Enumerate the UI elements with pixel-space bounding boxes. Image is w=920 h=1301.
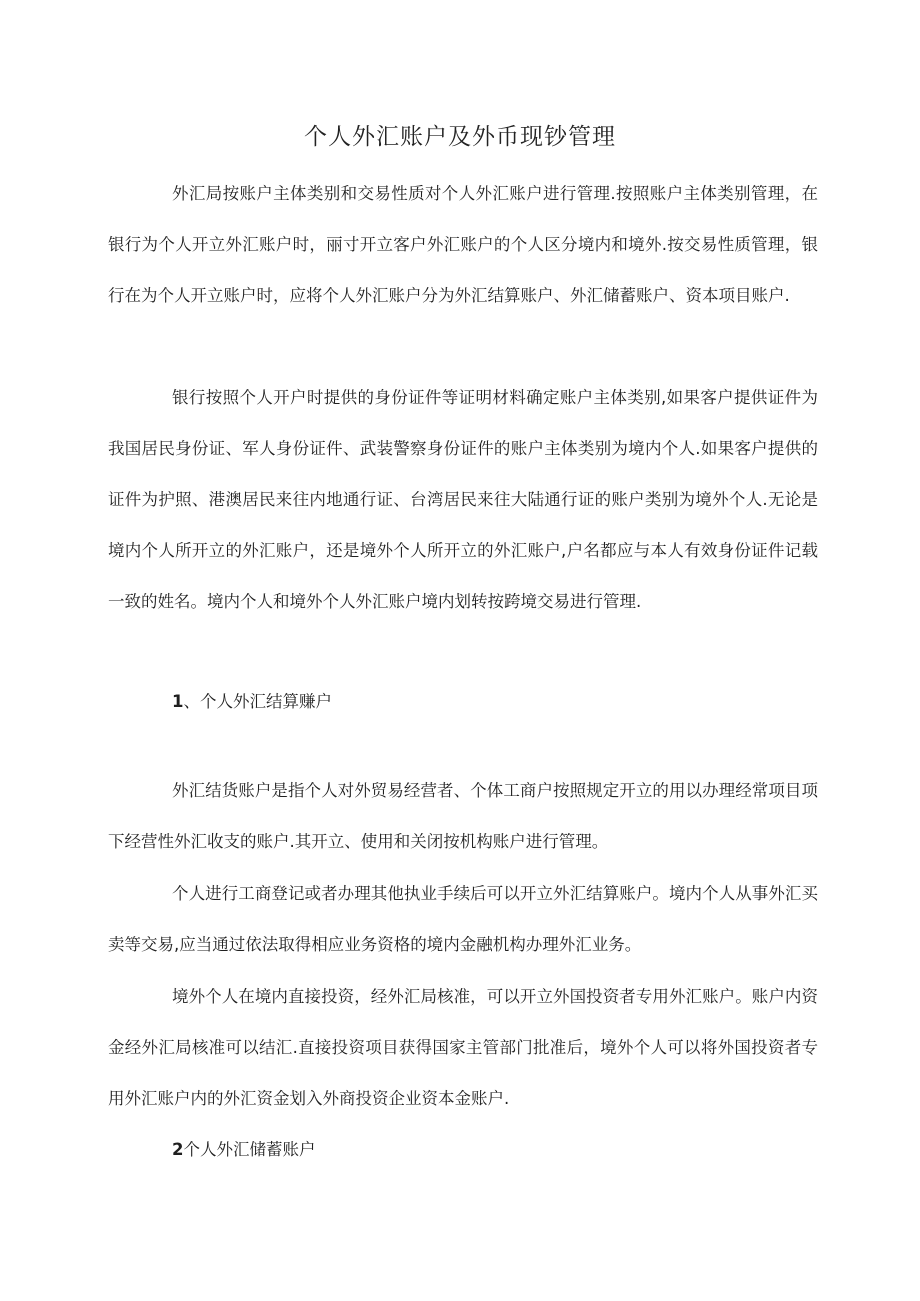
paragraph-settlement-opening: 个人进行工商登记或者办理其他执业手续后可以开立外汇结算账户。境内个人从事外汇买卖等交易,应当通过依法取得相应业务资格的境内金融机构办理外汇业务。 <box>108 884 818 954</box>
section-heading-settlement-account <box>172 687 332 717</box>
section-number: 2 <box>172 1140 184 1159</box>
paragraph-account-subject: 银行按照个人开户时提供的身份证件等证明材料确定账户主体类别,如果客户提供证件为我国居民身份证、军人身份证件、武装警察身份证件的账户主体类别为境内个人.如果客户提供的证件为护照、港澳居民来往内地通行证、台湾居民来往大陆通行证的账户类别为境外个人.无论是境内个人所开立的外汇账户，还是境外个人所开立的外汇账户,户名都应与本人有效身份证件记载一致的姓名。境内个人和境外个人外汇账户境内划转按跨境交易进行管理. <box>108 388 818 611</box>
section-title: 个人外汇储蓄账户 <box>183 1140 316 1159</box>
section-heading-savings-account <box>172 1135 315 1165</box>
page-title: 个人外汇账户及外币现钞管理 <box>304 124 616 150</box>
paragraph-settlement-definition: 外汇结货账户是指个人对外贸易经营者、个体工商户按照规定开立的用以办理经常项目项下经营性外汇收支的账户.其开立、使用和关闭按机构账户进行管理。 <box>108 781 818 851</box>
section-title: 、个人外汇结算赚户 <box>183 692 332 711</box>
section-number: 1 <box>172 692 184 711</box>
paragraph-foreign-investor-account: 境外个人在境内直接投资，经外汇局核准，可以开立外国投资者专用外汇账户。账户内资金经外汇局核准可以结汇.直接投资项目获得国家主管部门批准后，境外个人可以将外国投资者专用外汇账户内的外汇资金划入外商投资企业资本金账户. <box>108 987 818 1108</box>
paragraph-account-classification: 外汇局按账户主体类别和交易性质对个人外汇账户进行管理.按照账户主体类别管理，在银行为个人开立外汇账户时，丽寸开立客户外汇账户的个人区分境内和境外.按交易性质管理，银行在为个人开立账户时，应将个人外汇账户分为外汇结算账户、外汇储蓄账户、资本项目账户. <box>108 184 818 305</box>
